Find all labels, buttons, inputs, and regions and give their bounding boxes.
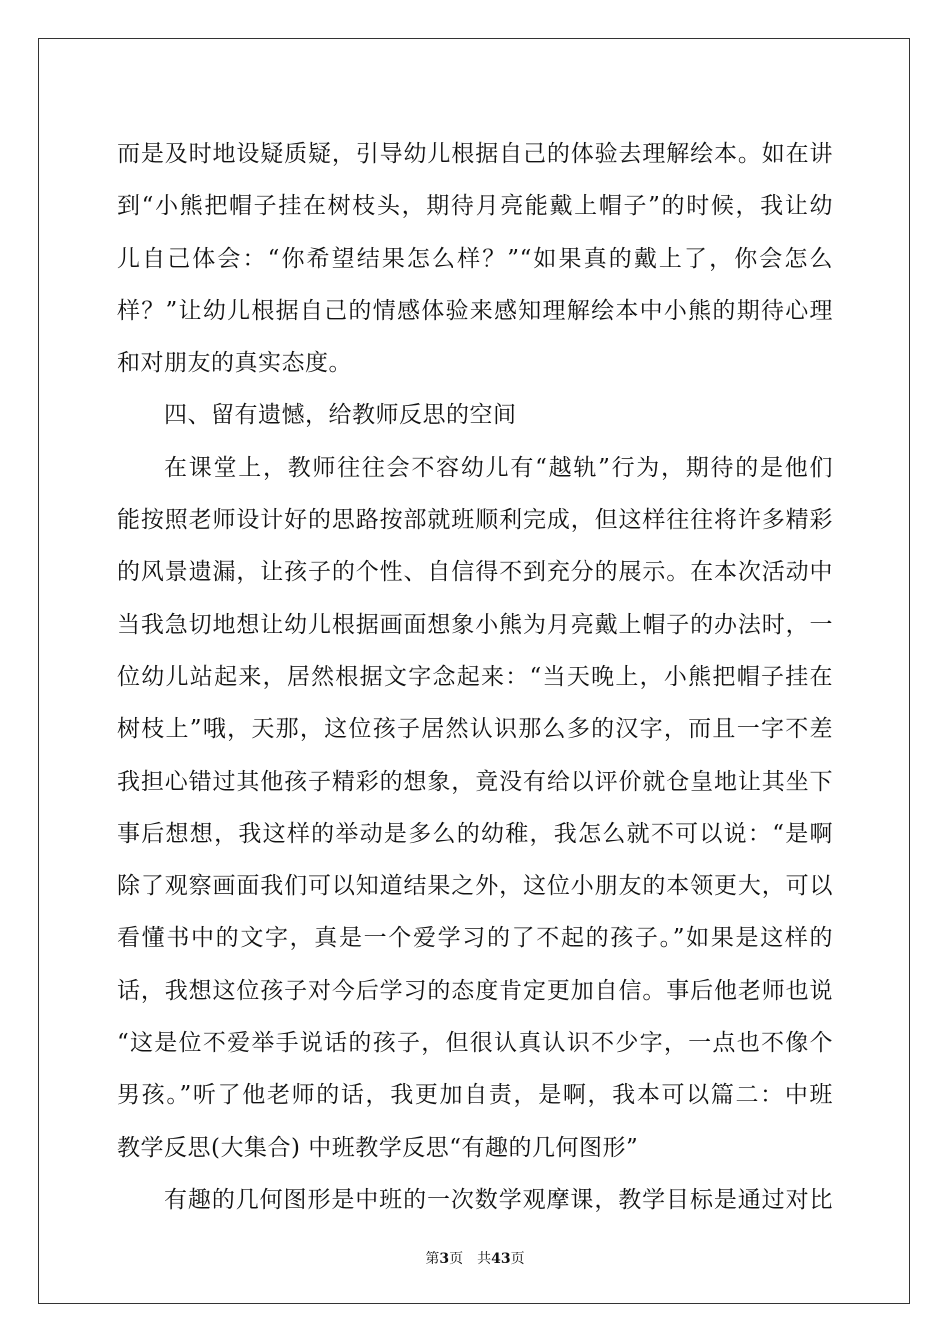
text-line-14: 事后想想，我这样的举动是多么的幼稚，我怎么就不可以说：“是啊 [117, 820, 833, 847]
text-line-16: 看懂书中的文字，真是一个爱学习的了不起的孩子。”如果是这样的 [117, 925, 833, 952]
text-line-20: 教学反思(大集合) 中班教学反思“有趣的几何图形” [117, 1134, 639, 1161]
text-line-12: 树枝上”哦，天那，这位孩子居然认识那么多的汉字，而且一字不差 [117, 716, 833, 743]
text-line-15: 除了观察画面我们可以知道结果之外，这位小朋友的本领更大，可以 [117, 873, 833, 900]
footer-page-prefix: 第 [425, 1251, 440, 1267]
page-footer [0, 1248, 950, 1268]
text-line-1: 而是及时地设疑质疑，引导幼儿根据自己的体验去理解绘本。如在讲 [117, 141, 833, 167]
text-line-5: 和对朋友的真实态度。 [117, 350, 352, 377]
text-line-21: 有趣的几何图形是中班的一次数学观摩课，教学目标是通过对比 [164, 1186, 833, 1213]
text-line-19: 男孩。”听了他老师的话，我更加自责，是啊，我本可以篇二：中班 [117, 1082, 833, 1109]
text-line-18: “这是位不爱举手说话的孩子，但很认真认识不少字，一点也不像个 [117, 1030, 833, 1057]
text-line-11: 位幼儿站起来，居然根据文字念起来：“当天晚上，小熊把帽子挂在 [117, 663, 833, 690]
section-heading: 四、留有遗憾，给教师反思的空间 [164, 402, 517, 429]
footer-total-suffix: 页 [510, 1251, 525, 1267]
text-line-3: 儿自己体会：“你希望结果怎么样？”“如果真的戴上了，你会怎么 [117, 245, 833, 272]
text-line-2: 到“小熊把帽子挂在树枝头，期待月亮能戴上帽子”的时候，我让幼 [117, 193, 833, 220]
text-line-17: 话，我想这位孩子对今后学习的态度肯定更加自信。事后他老师也说 [117, 977, 833, 1004]
footer-page-suffix: 页 [449, 1251, 464, 1267]
document-body [117, 128, 833, 1226]
footer-page-number: 3 [439, 1251, 450, 1267]
footer-total-prefix: 共 [477, 1251, 492, 1267]
text-line-9: 的风景遗漏，让孩子的个性、自信得不到充分的展示。在本次活动中 [117, 559, 833, 586]
footer-total-pages: 43 [491, 1251, 511, 1267]
text-line-4: 样？”让幼儿根据自己的情感体验来感知理解绘本中小熊的期待心理 [117, 297, 833, 324]
text-line-10: 当我急切地想让幼儿根据画面想象小熊为月亮戴上帽子的办法时，一 [117, 611, 833, 638]
text-line-13: 我担心错过其他孩子精彩的想象，竟没有给以评价就仓皇地让其坐下 [117, 768, 833, 795]
text-line-7: 在课堂上，教师往往会不容幼儿有“越轨”行为，期待的是他们 [164, 454, 833, 481]
text-line-8: 能按照老师设计好的思路按部就班顺利完成，但这样往往将许多精彩 [117, 507, 833, 534]
